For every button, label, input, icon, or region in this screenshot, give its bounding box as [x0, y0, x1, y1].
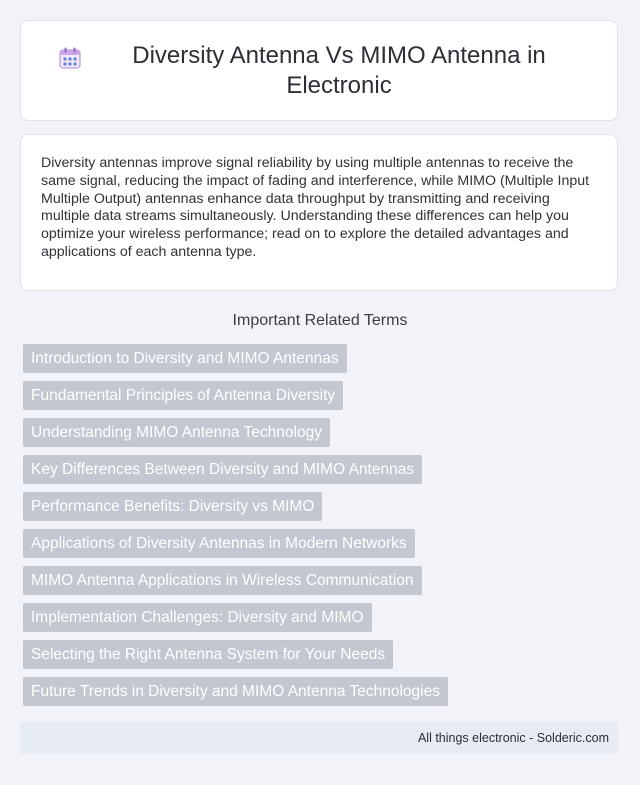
- related-term-link[interactable]: Understanding MIMO Antenna Technology: [23, 418, 330, 447]
- footer: [20, 722, 618, 754]
- related-term-link[interactable]: Performance Benefits: Diversity vs MIMO: [23, 492, 322, 521]
- related-term-link[interactable]: Selecting the Right Antenna System for Your Needs: [23, 640, 393, 669]
- related-term-link[interactable]: Key Differences Between Diversity and MIMO Antennas: [23, 455, 422, 484]
- summary-text: Diversity antennas improve signal reliability by using multiple antennas to receive the same signal, reducing the impact of fading and interference, while MIMO (Multiple Input Multiple Output) antennas enhance data throughput by transmitting and receiving multiple data streams simultaneously. Understanding these differences can help you optimize your wireless performance; read on to explore the detailed advantages and applications of each antenna type.: [41, 155, 590, 260]
- related-term-link[interactable]: Fundamental Principles of Antenna Diversity: [23, 381, 343, 410]
- related-term-link[interactable]: Implementation Challenges: Diversity and MIMO: [23, 603, 372, 632]
- related-terms-heading: Important Related Terms: [232, 312, 408, 329]
- related-terms-list: [23, 344, 623, 714]
- footer-credit: All things electronic - Solderic.com: [417, 731, 609, 745]
- related-term-link[interactable]: Introduction to Diversity and MIMO Antennas: [23, 344, 347, 373]
- calendar-icon: [59, 47, 81, 69]
- title-card: [20, 20, 618, 121]
- related-term-link[interactable]: Future Trends in Diversity and MIMO Antenna Technologies: [23, 677, 448, 706]
- page-title: Diversity Antenna Vs MIMO Antenna in Electronic: [132, 41, 546, 99]
- summary-card: [20, 134, 618, 291]
- title-wrap: [59, 41, 579, 101]
- related-term-link[interactable]: MIMO Antenna Applications in Wireless Communication: [23, 566, 422, 595]
- related-term-link[interactable]: Applications of Diversity Antennas in Modern Networks: [23, 529, 415, 558]
